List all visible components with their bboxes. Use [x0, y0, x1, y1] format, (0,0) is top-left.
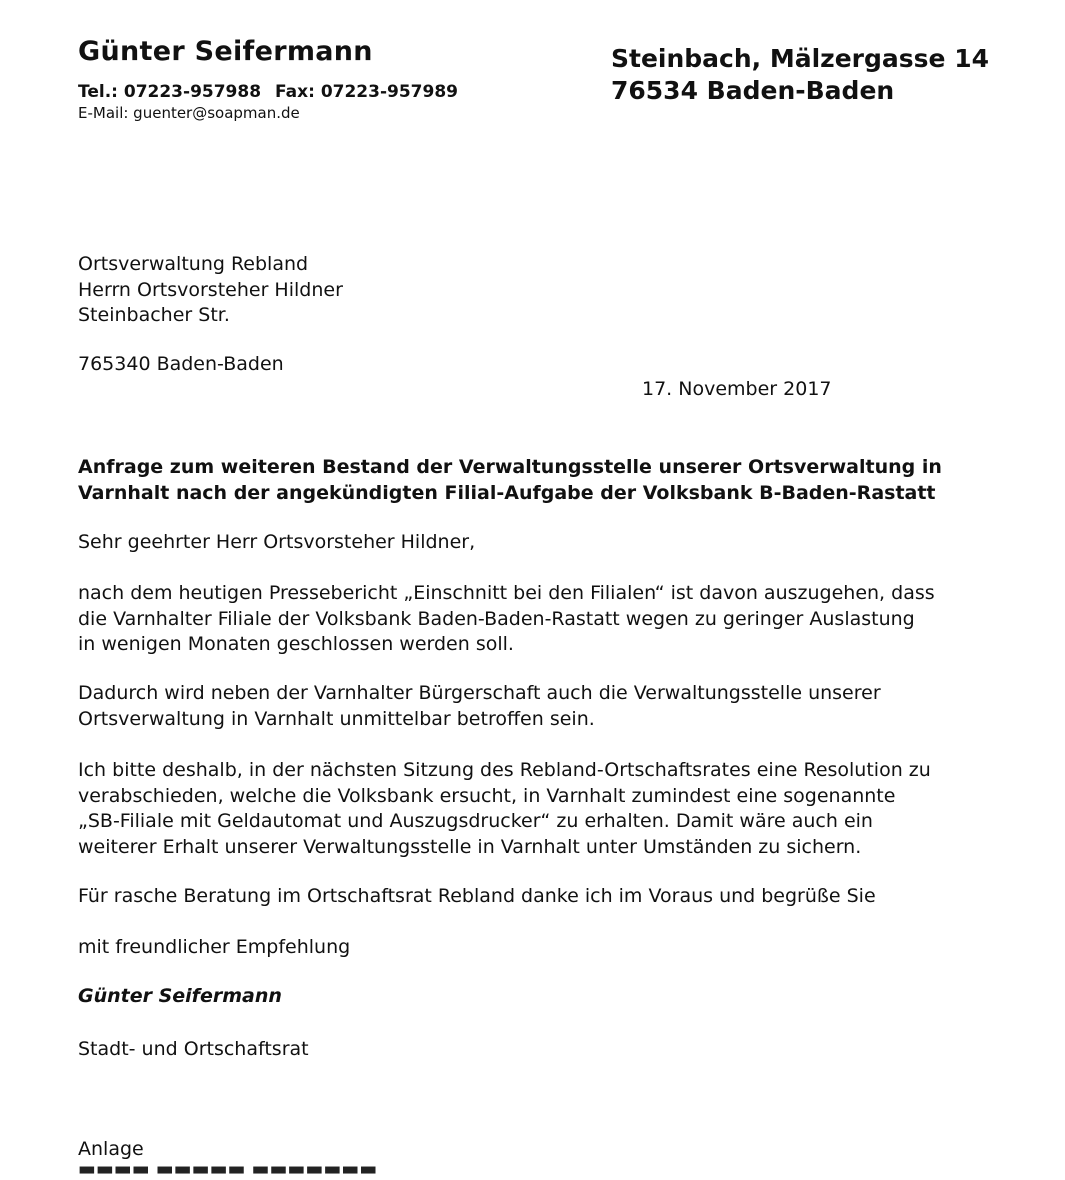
- sender-email: E-Mail: guenter@soapman.de: [78, 104, 300, 122]
- closing: mit freundlicher Empfehlung: [78, 936, 351, 958]
- signature-name: Günter Seifermann: [78, 985, 282, 1007]
- paragraph-4: Für rasche Beratung im Ortschaftsrat Rebland danke ich im Voraus und begrüße Sie: [78, 885, 876, 907]
- sender-address-line1: Steinbach, Mälzergasse 14: [611, 44, 989, 73]
- subject-line2: Varnhalt nach der angekündigten Filial-Aufgabe der Volksbank B-Baden-Rastatt: [78, 482, 936, 504]
- paragraph-2: [78, 681, 881, 732]
- paragraph-1: [78, 581, 935, 658]
- salutation: Sehr geehrter Herr Ortsvorsteher Hildner,: [78, 531, 476, 553]
- paragraph-1-line3: in wenigen Monaten geschlossen werden soll.: [78, 633, 514, 655]
- sender-tel: Tel.: 07223-957988: [78, 82, 262, 102]
- paragraph-3-line4: weiterer Erhalt unserer Verwaltungsstelle in Varnhalt unter Umständen zu sichern.: [78, 835, 862, 858]
- sender-contact: [78, 82, 458, 102]
- sender-address-line2: 76534 Baden-Baden: [611, 76, 895, 105]
- attachment-label: Anlage: [78, 1138, 144, 1160]
- sender-fax: Fax: 07223-957989: [275, 82, 458, 102]
- cut-off-text-line: [78, 1158, 378, 1180]
- recipient-line3: Steinbacher Str.: [78, 304, 230, 326]
- letter-subject: [78, 454, 942, 506]
- subject-line1: Anfrage zum weiteren Bestand der Verwaltungsstelle unserer Ortsverwaltung in: [78, 456, 942, 478]
- paragraph-1-line1: nach dem heutigen Pressebericht „Einschnitt bei den Filialen“ ist davon auszugehen, dass: [78, 582, 935, 604]
- signer-role: Stadt- und Ortschaftsrat: [78, 1038, 309, 1060]
- cut-off-text-fragment: ▬▬▬▬ ▬▬▬▬▬ ▬▬▬▬▬▬▬: [78, 1158, 378, 1180]
- paragraph-1-line2: die Varnhalter Filiale der Volksbank Baden-Baden-Rastatt wegen zu geringer Auslastung: [78, 607, 915, 630]
- sender-address: [611, 43, 989, 107]
- recipient-city: 765340 Baden-Baden: [78, 353, 284, 375]
- sender-name: Günter Seifermann: [78, 36, 373, 67]
- paragraph-3-line3: „SB-Filiale mit Geldautomat und Auszugsdrucker“ zu erhalten. Damit wäre auch ein: [78, 810, 873, 832]
- paragraph-3-line1: Ich bitte deshalb, in der nächsten Sitzung des Rebland-Ortschaftsrates eine Resolution zu: [78, 759, 931, 781]
- paragraph-2-line2: Ortsverwaltung in Varnhalt unmittelbar betroffen sein.: [78, 707, 595, 730]
- paragraph-2-line1: Dadurch wird neben der Varnhalter Bürgerschaft auch die Verwaltungsstelle unserer: [78, 682, 881, 704]
- recipient-address: [78, 252, 343, 329]
- letter-date: 17. November 2017: [642, 378, 832, 400]
- recipient-line1: Ortsverwaltung Rebland: [78, 253, 309, 275]
- paragraph-3-line2: verabschieden, welche die Volksbank ersucht, in Varnhalt zumindest eine sogenannte: [78, 784, 896, 807]
- paragraph-3: [78, 758, 931, 860]
- recipient-line2: Herrn Ortsvorsteher Hildner: [78, 278, 343, 301]
